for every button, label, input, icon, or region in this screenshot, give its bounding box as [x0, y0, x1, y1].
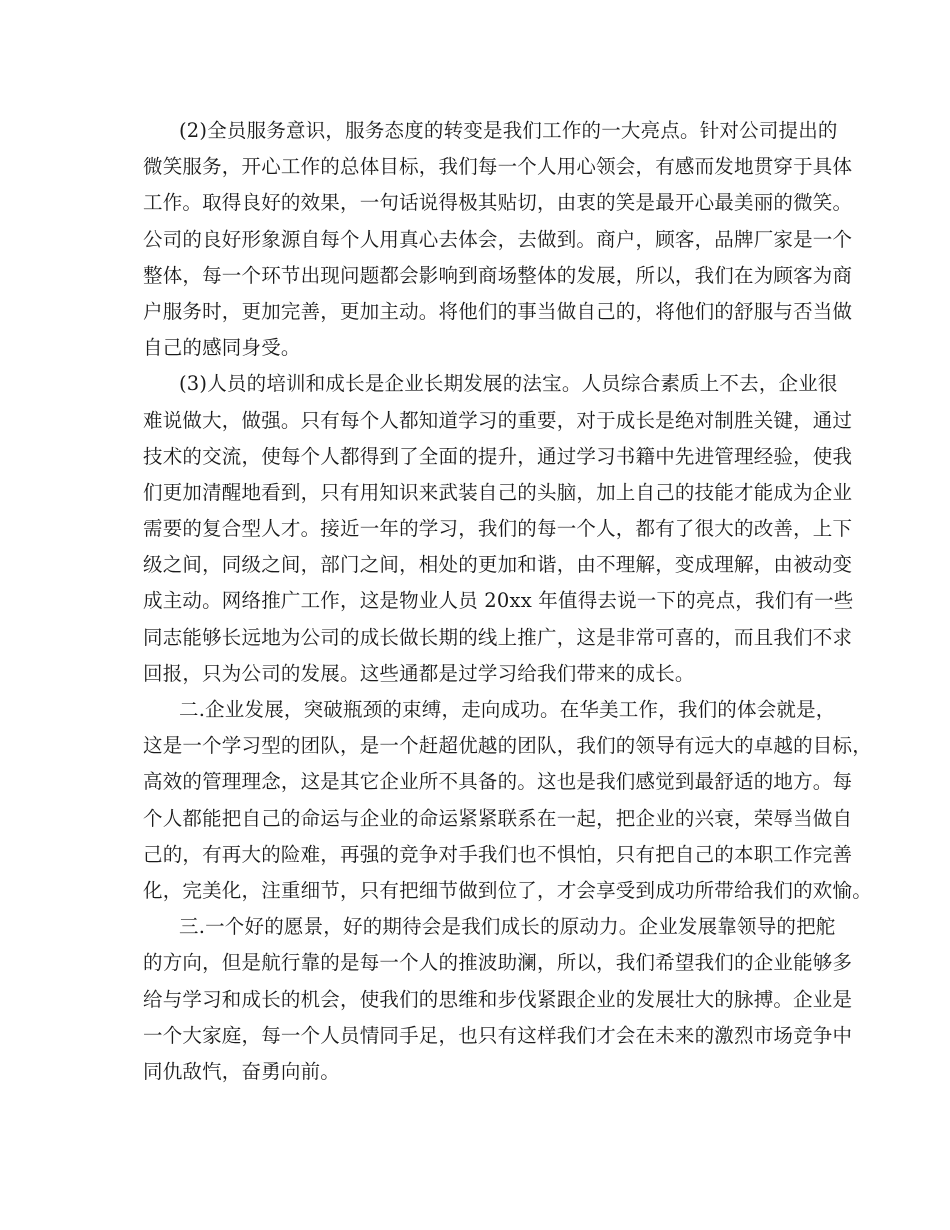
text-line: 微笑服务，开心工作的总体目标，我们每一个人用心领会，有感而发地贯穿于具体 — [143, 155, 853, 179]
text-line: 们更加清醒地看到，只有用知识来武装自己的头脑，加上自己的技能才能成为企业 — [143, 480, 853, 504]
text-line: 二.企业发展，突破瓶颈的束缚，走向成功。在华美工作，我们的体会就是， — [179, 698, 836, 721]
text-line: 这是一个学习型的团队，是一个赶超优越的团队，我们的领导有远大的卓越的目标， — [143, 734, 872, 758]
text-line: 成主动。网络推广工作，这是物业人员 20xx 年值得去说一下的亮点，我们有一些 — [143, 589, 854, 613]
text-line: 户服务时，更加完善，更加主动。将他们的事当做自己的，将他们的舒服与否当做 — [143, 299, 853, 323]
text-line: (3)人员的培训和成长是企业长期发展的法宝。人员综合素质上不去，企业很 — [179, 372, 838, 396]
text-line: 整体，每一个环节出现问题都会影响到商场整体的发展，所以，我们在为顾客为商 — [143, 263, 853, 287]
text-line: (2)全员服务意识，服务态度的转变是我们工作的一大亮点。针对公司提出的 — [179, 119, 838, 142]
text-line: 需要的复合型人才。接近一年的学习，我们的每一个人，都有了很大的改善，上下 — [143, 517, 853, 541]
text-line: 回报，只为公司的发展。这些通都是过学习给我们带来的成长。 — [143, 661, 695, 685]
text-line: 个人都能把自己的命运与企业的命运紧紧联系在一起，把企业的兴衰，荣辱当做自 — [143, 806, 853, 830]
document-body — [143, 113, 872, 1090]
text-line: 己的，有再大的险难，再强的竞争对手我们也不惧怕，只有把自己的本职工作完善 — [143, 842, 853, 866]
text-line: 一个大家庭，每一个人员情同手足，也只有这样我们才会在未来的激烈市场竞争中 — [143, 1023, 853, 1047]
text-line: 工作。取得良好的效果，一句话说得极其贴切，由衷的笑是最开心最美丽的微笑。 — [143, 191, 853, 215]
text-line: 级之间，同级之间，部门之间，相处的更加和谐，由不理解，变成理解，由被动变 — [143, 553, 853, 577]
text-line: 的方向，但是航行靠的是每一个人的推波助澜，所以，我们希望我们的企业能够多 — [143, 951, 853, 975]
text-line: 三.一个好的愿景，好的期待会是我们成长的原动力。企业发展靠领导的把舵 — [179, 915, 836, 939]
text-line: 化，完美化，注重细节，只有把细节做到位了，才会享受到成功所带给我们的欢愉。 — [143, 878, 872, 902]
text-line: 同仇敌忾，奋勇向前。 — [143, 1059, 341, 1083]
text-line: 高效的管理理念，这是其它企业所不具备的。这也是我们感觉到最舒适的地方。每 — [143, 770, 853, 794]
text-line: 自己的感同身受。 — [143, 336, 301, 360]
text-line: 同志能够长远地为公司的成长做长期的线上推广，这是非常可喜的，而且我们不求 — [143, 625, 853, 649]
text-line: 技术的交流，使每个人都得到了全面的提升，通过学习书籍中先进管理经验，使我 — [143, 444, 853, 468]
text-line: 给与学习和成长的机会，使我们的思维和步伐紧跟企业的发展壮大的脉搏。企业是 — [143, 987, 853, 1011]
text-line: 难说做大，做强。只有每个人都知道学习的重要，对于成长是绝对制胜关键，通过 — [143, 408, 853, 432]
text-line: 公司的良好形象源自每个人用真心去体会，去做到。商户，顾客，品牌厂家是一个 — [143, 227, 853, 251]
